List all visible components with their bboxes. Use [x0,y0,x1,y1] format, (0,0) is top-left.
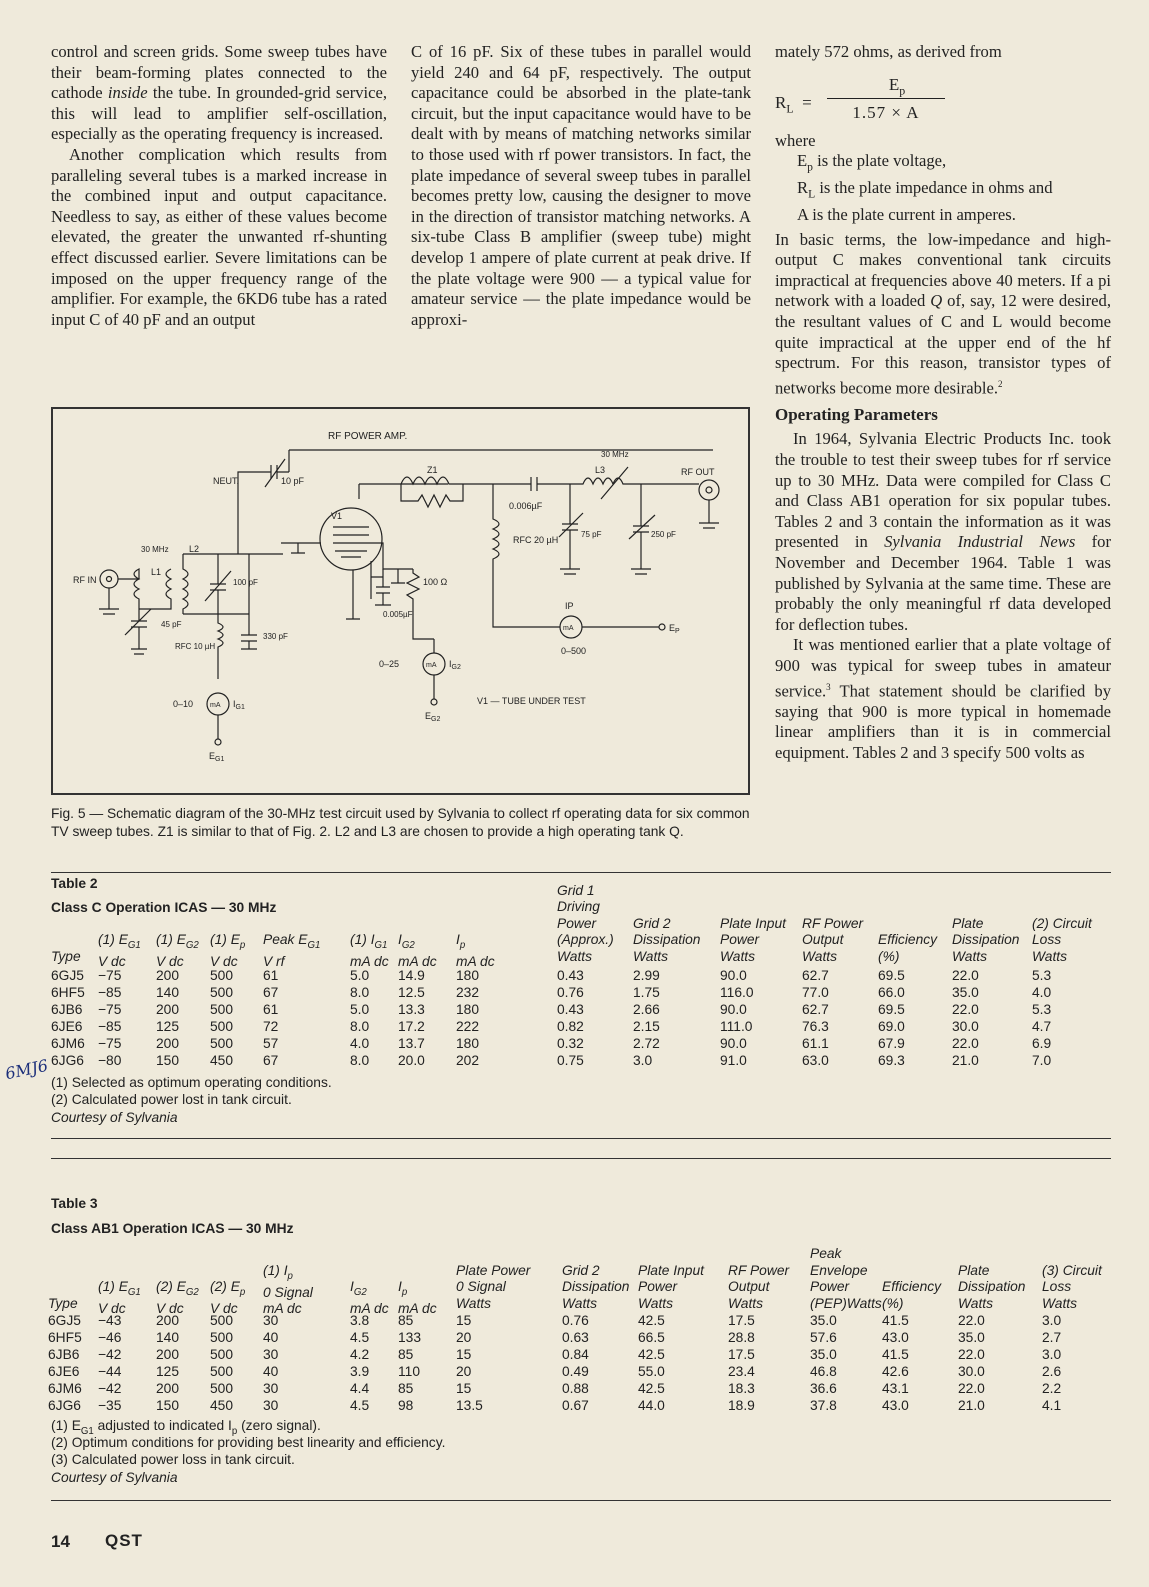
table-cell: 90.0 [720,1036,747,1051]
definition: A is the plate current in amperes. [797,205,1016,224]
table-row-type: 6HF5 [48,1330,82,1345]
text-column-2 [411,42,751,330]
column-header: Plate Power 0 Signal Watts [456,1262,531,1311]
column-header: (1) $I_{G1}$ mA dc [350,932,389,970]
table-cell: 42.6 [882,1364,909,1379]
table-cell: 0.84 [562,1347,589,1362]
column-header: Peak Envelope Power (PEP)Watts [810,1246,882,1311]
page-number: 14 [51,1532,70,1551]
table-cell: 22.0 [952,968,979,983]
column-header: (3) Circuit Loss Watts [1042,1262,1102,1311]
table-row-type: 6GJ5 [48,1313,81,1328]
table-cell: 110 [398,1364,420,1379]
table-cell: 61.1 [802,1036,829,1051]
table-note: (2) Calculated power lost in tank circuit. [51,1092,292,1107]
table-note: (1) $E_{G1}$ adjusted to indicated $I_p$ (zero signal). [51,1418,321,1437]
table-cell: 222 [456,1019,480,1034]
table-cell: 98 [398,1398,414,1413]
table-label: Table 2 [51,876,98,891]
table-cell: −80 [98,1053,122,1068]
table-cell: 0.75 [557,1053,584,1068]
table-cell: 2.72 [633,1036,660,1051]
table-cell: 28.8 [728,1330,755,1345]
column-header: Efficiency (%) [882,1279,942,1311]
table-cell: 77.0 [802,985,829,1000]
table-courtesy: Courtesy of Sylvania [51,1110,178,1125]
table-row-type: 6JB6 [48,1347,80,1362]
paragraph: It was mentioned earlier that a plate voltage of 900 was typical for sweep tubes in amateur service.$^3$ That statement should be clarified by saying that 900 is more typical in homemade linear amplifiers than it is in commercial equipment. Tables 2 and 3 specify 500 volts as [775,635,1111,762]
table-cell: 450 [210,1398,234,1413]
table-cell: 13.5 [456,1398,483,1413]
table-cell: 500 [210,1364,234,1379]
table-cell: 4.4 [350,1381,370,1396]
table-cell: 69.5 [878,1002,905,1017]
column-header: (1) $I_p$ 0 Signal mA dc [263,1262,313,1317]
table-cell: 4.2 [350,1347,370,1362]
column-header: (2) Circuit Loss Watts [1032,915,1092,964]
svg-text:L3: L3 [595,465,606,475]
table-cell: 42.5 [638,1381,665,1396]
table-cell: 17.2 [398,1019,425,1034]
table-cell: 55.0 [638,1364,665,1379]
table-cell: 67.9 [878,1036,905,1051]
svg-text:L1: L1 [151,567,162,577]
figure-caption: Fig. 5 — Schematic diagram of the 30-MHz test circuit used by Sylvania to collect rf operating data for six common TV sweep tubes. Z1 is similar to that of Fig. 2. L2 and L3 are chosen to provide a high operating tank Q. [51,806,750,839]
table-cell: 67 [263,985,279,1000]
column-header: $I_{G2}$ mA dc [398,932,437,970]
column-header: Grid 2 Dissipation Watts [633,915,701,964]
plate-impedance-formula: $R_L$ = $E_p$ 1.57 × A [775,65,1111,125]
table-cell: 3.9 [350,1364,370,1379]
table-cell: 57 [263,1036,279,1051]
table-row-type: 6JG6 [48,1398,81,1413]
table-cell: −42 [98,1381,122,1396]
table-cell: 13.3 [398,1002,425,1017]
table-cell: −44 [98,1364,122,1379]
table-cell: 500 [210,1313,234,1328]
table-cell: 90.0 [720,1002,747,1017]
table-cell: 22.0 [952,1036,979,1051]
table-cell: 18.3 [728,1381,755,1396]
table-cell: 0.43 [557,1002,584,1017]
table-cell: 200 [156,1313,180,1328]
table-cell: 500 [210,1002,234,1017]
table-cell: 6.9 [1032,1036,1052,1051]
table-cell: 20 [456,1330,472,1345]
column-header: Grid 2 Dissipation Watts [562,1262,630,1311]
column-header: Grid 1 Driving Power (Approx.) Watts [557,882,614,964]
svg-text:EP: $E_P$ [669,623,680,635]
table-cell: 5.3 [1032,968,1052,983]
svg-text:0.005µF: 0.005µF [383,610,413,619]
table-cell: 0.63 [562,1330,589,1345]
table-cell: 3.0 [1042,1347,1062,1362]
table-cell: 15 [456,1381,472,1396]
table-cell: 20 [456,1364,472,1379]
table-cell: 116.0 [720,985,754,1000]
table-cell: 18.9 [728,1398,755,1413]
svg-text:V1: V1 [331,511,343,521]
svg-text:0–25: 0–25 [379,659,400,669]
table-cell: 5.3 [1032,1002,1052,1017]
svg-text:Z1: Z1 [427,465,438,475]
definition: $R_L$ is the plate impedance in ohms and [797,178,1053,201]
table-cell: 125 [156,1364,180,1379]
table-cell: 21.0 [952,1053,979,1068]
table-cell: 15 [456,1313,472,1328]
table-cell: 200 [156,1347,180,1362]
table-cell: 500 [210,1036,234,1051]
table-cell: 500 [210,968,234,983]
column-header: Plate Dissipation Watts [952,915,1020,964]
column-header: RF Power Output Watts [728,1262,790,1311]
table-cell: 30 [263,1381,279,1396]
table-cell: −85 [98,985,122,1000]
table-cell: 3.0 [633,1053,653,1068]
table-cell: 0.82 [557,1019,584,1034]
column-header: Plate Input Power Watts [638,1262,704,1311]
svg-text:0.006µF: 0.006µF [509,501,543,511]
table-cell: 4.0 [350,1036,370,1051]
table-row-type: 6JM6 [51,1036,85,1051]
table-row-type: 6JE6 [48,1364,80,1379]
column-header: $I_{G2}$ mA dc [350,1279,389,1317]
svg-text:330 pF: 330 pF [263,632,288,641]
column-header: (1) $E_p$ V dc [210,932,246,970]
table-cell: 8.0 [350,1053,370,1068]
table-cell: 76.3 [802,1019,829,1034]
table-cell: 500 [210,1381,234,1396]
table-label: Table 3 [51,1196,98,1211]
divider [51,872,1111,873]
svg-text:mA: mA [563,625,574,632]
table-cell: 20.0 [398,1053,425,1068]
table-cell: 35.0 [810,1313,837,1328]
column-header: (1) $E_{G2}$ V dc [156,932,199,970]
table-cell: 0.76 [557,985,584,1000]
table-title: Class AB1 Operation ICAS — 30 MHz [51,1221,294,1236]
table-cell: 40 [263,1364,279,1379]
table-cell: 0.76 [562,1313,589,1328]
table-cell: 14.9 [398,968,425,983]
table-cell: 200 [156,1002,180,1017]
svg-text:RFC 20 µH: RFC 20 µH [513,535,559,545]
magazine-logo: QST [105,1531,143,1550]
svg-text:RF IN: RF IN [73,575,97,585]
table-cell: 0.49 [562,1364,589,1379]
svg-text:75 pF: 75 pF [581,530,602,539]
table-row-type: 6GJ5 [51,968,84,983]
table-cell: 500 [210,1330,234,1345]
table-cell: 21.0 [958,1398,985,1413]
table-cell: 66.5 [638,1330,665,1345]
table-cell: 0.43 [557,968,584,983]
table-cell: 3.8 [350,1313,370,1328]
svg-text:IG2: $I_{G2}$ [449,659,461,671]
svg-text:0–10: 0–10 [173,699,194,709]
table-cell: 69.0 [878,1019,905,1034]
table-row-type: 6JE6 [51,1019,83,1034]
paragraph: In basic terms, the low-impedance and high-output C makes conventional tank circuits impractical at frequencies above 40 meters. If a pi network with a loaded Q of, say, 12 were desired, the resultant values of C and L would become quite impractical at the upper end of the hf spectrum. For this reason, transistor types of networks become more desirable.$^2$ [775,229,1111,398]
table-cell: 62.7 [802,968,829,983]
table-cell: 43.0 [882,1398,909,1413]
table-cell: 67 [263,1053,279,1068]
table-cell: 41.5 [882,1313,909,1328]
table-cell: 200 [156,968,180,983]
table-cell: 140 [156,985,180,1000]
table-cell: 40 [263,1330,279,1345]
table-cell: −43 [98,1313,122,1328]
table-cell: 1.75 [633,985,660,1000]
table-cell: 8.0 [350,1019,370,1034]
table-cell: 12.5 [398,985,425,1000]
text-column-1 [51,42,387,330]
table-cell: 22.0 [958,1381,985,1396]
table-cell: 4.5 [350,1330,370,1345]
table-cell: 30 [263,1398,279,1413]
table-cell: −75 [98,1036,122,1051]
svg-text:mA: mA [210,702,221,709]
schematic-figure [51,407,750,795]
paragraph: In 1964, Sylvania Electric Products Inc. took the trouble to test their sweep tubes for rf service up to 30 MHz. Data were compiled for Class C and Class AB1 operation for six popular tubes. Tables 2 and 3 contain the information as it was presented in Sylvania Industrial News for November and December 1964. Table 1 was published by Sylvania at the same time. These are probably the only meaningful rf data developed for deflection tubes. [775,429,1111,634]
table-title: Class C Operation ICAS — 30 MHz [51,900,277,915]
table-cell: 232 [456,985,480,1000]
table-row-type: 6JG6 [51,1053,84,1068]
table-cell: 46.8 [810,1364,837,1379]
column-header: Type [48,1295,78,1311]
divider [51,1500,1111,1501]
paragraph: C of 16 pF. Six of these tubes in parallel would yield 240 and 64 pF, respectively. The output capacitance could be absorbed in the plate-tank circuit, but the input capacitance would have to be dealt with by means of matching networks similar to those used with rf power transistors. In fact, the plate impedance of several sweep tubes in parallel becomes pretty low, causing the designer to move in the direction of transistor matching networks. A six-tube Class B amplifier (sweep tube) might develop 1 ampere of plate current at peak drive. If the plate voltage were 900 — a typical value for amateur service — the plate impedance would be approxi- [411,42,751,329]
table-row-type: 6HF5 [51,985,85,1000]
table-cell: 0.67 [562,1398,589,1413]
svg-text:RFC 10 µH: RFC 10 µH [175,642,216,651]
svg-text:10 pF: 10 pF [281,476,305,486]
table-cell: 500 [210,985,234,1000]
table-cell: 3.0 [1042,1313,1062,1328]
table-cell: 30 [263,1313,279,1328]
svg-text:V1 — TUBE UNDER TEST: V1 — TUBE UNDER TEST [477,696,586,706]
column-header: Efficiency (%) [878,932,938,964]
table-cell: 140 [156,1330,180,1345]
table-cell: 22.0 [958,1313,985,1328]
table-cell: 450 [210,1053,234,1068]
table-cell: 90.0 [720,968,747,983]
table-cell: 85 [398,1347,414,1362]
table-cell: 180 [456,1036,480,1051]
table-cell: 63.0 [802,1053,829,1068]
table-cell: 133 [398,1330,422,1345]
table-cell: −35 [98,1398,122,1413]
table-cell: 5.0 [350,1002,370,1017]
table-cell: 22.0 [958,1347,985,1362]
table-cell: 15 [456,1347,472,1362]
table-cell: 2.99 [633,968,660,983]
column-header: Plate Input Power Watts [720,915,786,964]
table-cell: 125 [156,1019,180,1034]
svg-text:L2: L2 [189,544,200,554]
table-cell: 69.3 [878,1053,905,1068]
table-cell: 4.1 [1042,1398,1062,1413]
definition: $E_p$ is the plate voltage, [797,151,947,174]
table-cell: 30.0 [952,1019,979,1034]
svg-text:EG1: $E_{G1}$ [209,751,225,763]
column-header: $I_p$ mA dc [456,932,495,970]
section-heading: Operating Parameters [775,404,938,424]
table-cell: 72 [263,1019,279,1034]
table-cell: 85 [398,1381,414,1396]
table-cell: 13.7 [398,1036,425,1051]
svg-text:30 MHz: 30 MHz [601,450,629,459]
divider [51,1138,1111,1139]
divider [51,1158,1111,1159]
svg-text:IG1: $I_{G1}$ [233,699,245,711]
table-cell: 5.0 [350,968,370,983]
table-cell: 8.0 [350,985,370,1000]
table-cell: 62.7 [802,1002,829,1017]
svg-text:mA: mA [426,662,437,669]
table-cell: 500 [210,1347,234,1362]
svg-text:RF OUT: RF OUT [681,467,715,477]
table-cell: 180 [456,968,480,983]
svg-text:EG2: $E_{G2}$ [425,711,441,723]
handwritten-annotation: 6MJ6 [3,1055,50,1084]
table-cell: 43.0 [882,1330,909,1345]
table-cell: 30.0 [958,1364,985,1379]
table-cell: 44.0 [638,1398,665,1413]
table-note: (3) Calculated power loss in tank circuit. [51,1452,295,1467]
column-header: (1) $E_{G1}$ V dc [98,1279,141,1317]
table-cell: 42.5 [638,1347,665,1362]
text-column-3 [775,42,1111,764]
where-label: where [775,130,816,150]
table-cell: 202 [456,1053,480,1068]
table-cell: 200 [156,1381,180,1396]
table-cell: −75 [98,968,122,983]
table-note: (2) Optimum conditions for providing best linearity and efficiency. [51,1435,446,1450]
svg-text:100 Ω: 100 Ω [423,577,448,587]
table-cell: 111.0 [720,1019,753,1034]
table-cell: 36.6 [810,1381,837,1396]
table-cell: 200 [156,1036,180,1051]
table-cell: 91.0 [720,1053,747,1068]
table-cell: 23.4 [728,1364,755,1379]
svg-text:45 pF: 45 pF [161,620,182,629]
table-cell: 500 [210,1019,234,1034]
table-cell: 2.7 [1042,1330,1062,1345]
paragraph: control and screen grids. Some sweep tubes have their beam-forming plates connected to the cathode inside the tube. In grounded-grid service, this will lead to amplifier self-oscillation, especially as the operating frequency is increased. [51,42,387,144]
table-cell: 69.5 [878,968,905,983]
table-row-type: 6JB6 [51,1002,83,1017]
table-cell: 61 [263,1002,279,1017]
paragraph: Another complication which results from paralleling several tubes is a marked increase in the combined input and output capacitance. Needless to say, as either of these values become elevated, the greater the unwanted rf-shunting effect discussed earlier. Severe limitations can be imposed on the upper frequency range of the amplifier. For example, the 6KD6 tube has a rated input C of 40 pF and an output [51,144,387,329]
column-header: Type [51,948,81,964]
table-cell: 4.0 [1032,985,1052,1000]
svg-text:250 pF: 250 pF [651,530,676,539]
table-cell: 17.5 [728,1313,755,1328]
table-cell: 35.0 [952,985,979,1000]
table-cell: 150 [156,1053,180,1068]
table-cell: 43.1 [882,1381,909,1396]
column-header: (1) $E_{G1}$ V dc [98,932,141,970]
table-cell: 22.0 [952,1002,979,1017]
column-header: Plate Dissipation Watts [958,1262,1026,1311]
table-cell: 2.66 [633,1002,660,1017]
svg-text:NEUT.: NEUT. [213,476,240,486]
table-cell: 150 [156,1398,180,1413]
table-cell: 66.0 [878,985,905,1000]
table-cell: 2.2 [1042,1381,1062,1396]
column-header: (2) $E_{G2}$ V dc [156,1279,199,1317]
table-cell: 35.0 [958,1330,985,1345]
table-courtesy: Courtesy of Sylvania [51,1470,178,1485]
table-cell: 2.15 [633,1019,660,1034]
paragraph: mately 572 ohms, as derived from [775,42,1002,61]
table-cell: −46 [98,1330,122,1345]
table-cell: 37.8 [810,1398,837,1413]
svg-text:100 pF: 100 pF [233,578,258,587]
table-cell: 61 [263,968,279,983]
table-row-type: 6JM6 [48,1381,82,1396]
table-cell: 2.6 [1042,1364,1062,1379]
table-cell: −85 [98,1019,122,1034]
column-header: (2) $E_p$ V dc [210,1279,246,1317]
table-cell: 0.88 [562,1381,589,1396]
table-note: (1) Selected as optimum operating conditions. [51,1075,332,1090]
column-header: $I_p$ mA dc [398,1279,437,1317]
svg-text:IP: IP [565,601,574,611]
table-cell: −75 [98,1002,122,1017]
table-cell: 57.6 [810,1330,837,1345]
table-cell: 85 [398,1313,414,1328]
table-cell: 4.7 [1032,1019,1052,1034]
table-cell: 7.0 [1032,1053,1052,1068]
table-cell: 35.0 [810,1347,837,1362]
table-cell: −42 [98,1347,122,1362]
column-header: RF Power Output Watts [802,915,864,964]
table-cell: 17.5 [728,1347,755,1362]
table-cell: 0.32 [557,1036,584,1051]
table-cell: 30 [263,1347,279,1362]
table-cell: 180 [456,1002,480,1017]
svg-text:0–500: 0–500 [561,646,587,656]
figure-title: RF POWER AMP. [328,431,408,442]
table-cell: 41.5 [882,1347,909,1362]
table-cell: 42.5 [638,1313,665,1328]
table-cell: 4.5 [350,1398,370,1413]
svg-text:30 MHz: 30 MHz [141,545,169,554]
column-header: Peak $E_{G1}$ V rf [263,932,321,970]
